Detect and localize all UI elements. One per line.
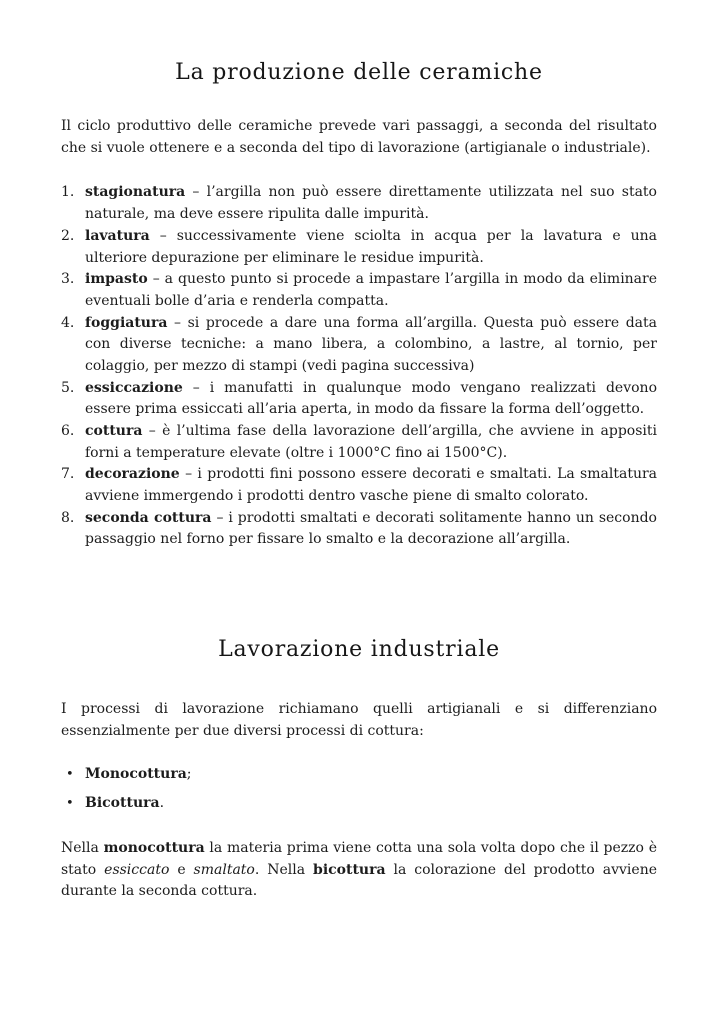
step-text <box>85 269 657 312</box>
step-term: cottura <box>85 423 143 440</box>
text-segment: Nella <box>61 840 104 856</box>
step-number: 7. <box>61 466 75 483</box>
industrial-intro-paragraph: I processi di lavorazione richiamano quelli artigianali e si differenziano essenzialmente per due diversi processi di cottura: <box>61 701 657 739</box>
step-text <box>85 508 657 551</box>
term-essiccato: essiccato <box>104 861 170 878</box>
term-bicottura: bicottura <box>313 861 386 878</box>
step-desc: – l’argilla non può essere direttamente utilizzata nel suo stato naturale, ma deve essere ripulita dalle impurità. <box>85 184 657 223</box>
bullet-text <box>85 764 192 786</box>
step-term: stagionatura <box>85 184 186 201</box>
intro-paragraph: Il ciclo produttivo delle ceramiche prevede vari passaggi, a seconda del risultato che si vuole ottenere e a seconda del tipo di lavorazione (artigianale o industriale). <box>61 118 657 156</box>
term-smaltato: smaltato <box>193 861 255 878</box>
section-title: Lavorazione industriale <box>218 637 500 663</box>
step-number: 3. <box>61 271 75 288</box>
bullet-icon <box>61 793 85 815</box>
list-item <box>61 464 657 507</box>
text-segment: e <box>169 861 194 878</box>
section-lavorazione-industriale <box>61 633 657 903</box>
step-term: foggiatura <box>85 314 168 331</box>
step-term: seconda cottura <box>85 509 212 526</box>
step-term: lavatura <box>85 227 150 244</box>
cottura-types-list <box>61 764 657 815</box>
list-item <box>61 508 657 551</box>
step-desc: – i prodotti smaltati e decorati solitamente hanno un secondo passaggio nel forno per fissare lo smalto e la decorazione all’argilla. <box>85 509 657 548</box>
bullet-punct: . <box>159 795 165 812</box>
final-paragraph <box>61 838 657 903</box>
bullet-term: Monocottura <box>85 765 187 782</box>
text-segment: la materia prima viene cotta una sola volta dopo che il pezzo è stato <box>61 840 657 878</box>
step-term: impasto <box>85 271 148 288</box>
term-monocottura: monocottura <box>103 840 205 856</box>
list-item <box>61 421 657 464</box>
list-item <box>61 182 657 225</box>
step-desc: – i prodotti fini possono essere decorati e smaltati. La smaltatura avviene immergendo i prodotti dentro vasche piene di smalto colorato. <box>85 466 657 505</box>
step-term: essiccazione <box>85 379 183 396</box>
production-steps-list <box>61 182 657 551</box>
step-text <box>85 182 657 225</box>
page-title: La produzione delle ceramiche <box>175 60 543 85</box>
text-segment: la colorazione del prodotto avviene durante la seconda cottura. <box>61 861 657 900</box>
bullet-term: Bicottura <box>85 795 160 812</box>
step-text <box>85 464 657 507</box>
list-item <box>61 313 657 378</box>
step-desc: – successivamente viene sciolta in acqua per la lavatura e una ulteriore depurazione per eliminare le residue impurità. <box>85 227 657 266</box>
step-desc: – si procede a dare una forma all’argilla. Questa può essere data con diverse tecniche: a mano libera, a colombino, a lastre, al tornio, per colaggio, per mezzo di stampi (vedi pagina successiva) <box>85 314 657 374</box>
step-number: 6. <box>61 423 75 440</box>
bullet-text <box>85 793 164 815</box>
bullet-icon <box>61 764 85 786</box>
list-item <box>61 269 657 312</box>
step-desc: – i manufatti in qualunque modo vengano realizzati devono essere prima essiccati all’aria aperta, in modo da fissare la forma dell’oggetto. <box>85 379 657 418</box>
step-desc: – è l’ultima fase della lavorazione dell’argilla, che avviene in appositi forni a temperature elevate (oltre i 1000°C fino ai 1500°C). <box>85 423 657 461</box>
step-text <box>85 226 657 269</box>
step-number: 1. <box>61 184 75 201</box>
bullet-punct: ; <box>186 765 192 782</box>
list-item <box>61 226 657 269</box>
step-desc: – a questo punto si procede a impastare l’argilla in modo da eliminare eventuali bolle d’aria e renderla compatta. <box>85 271 658 309</box>
step-term: decorazione <box>85 466 180 483</box>
list-item <box>61 793 657 815</box>
list-item <box>61 378 657 421</box>
step-number: 2. <box>61 227 75 244</box>
step-text <box>85 313 657 378</box>
list-item <box>61 764 657 786</box>
step-number: 8. <box>61 509 75 526</box>
step-text <box>85 378 657 421</box>
text-segment: . Nella <box>254 861 314 878</box>
step-number: 4. <box>61 314 75 331</box>
step-number: 5. <box>61 379 75 396</box>
step-text <box>85 421 657 464</box>
